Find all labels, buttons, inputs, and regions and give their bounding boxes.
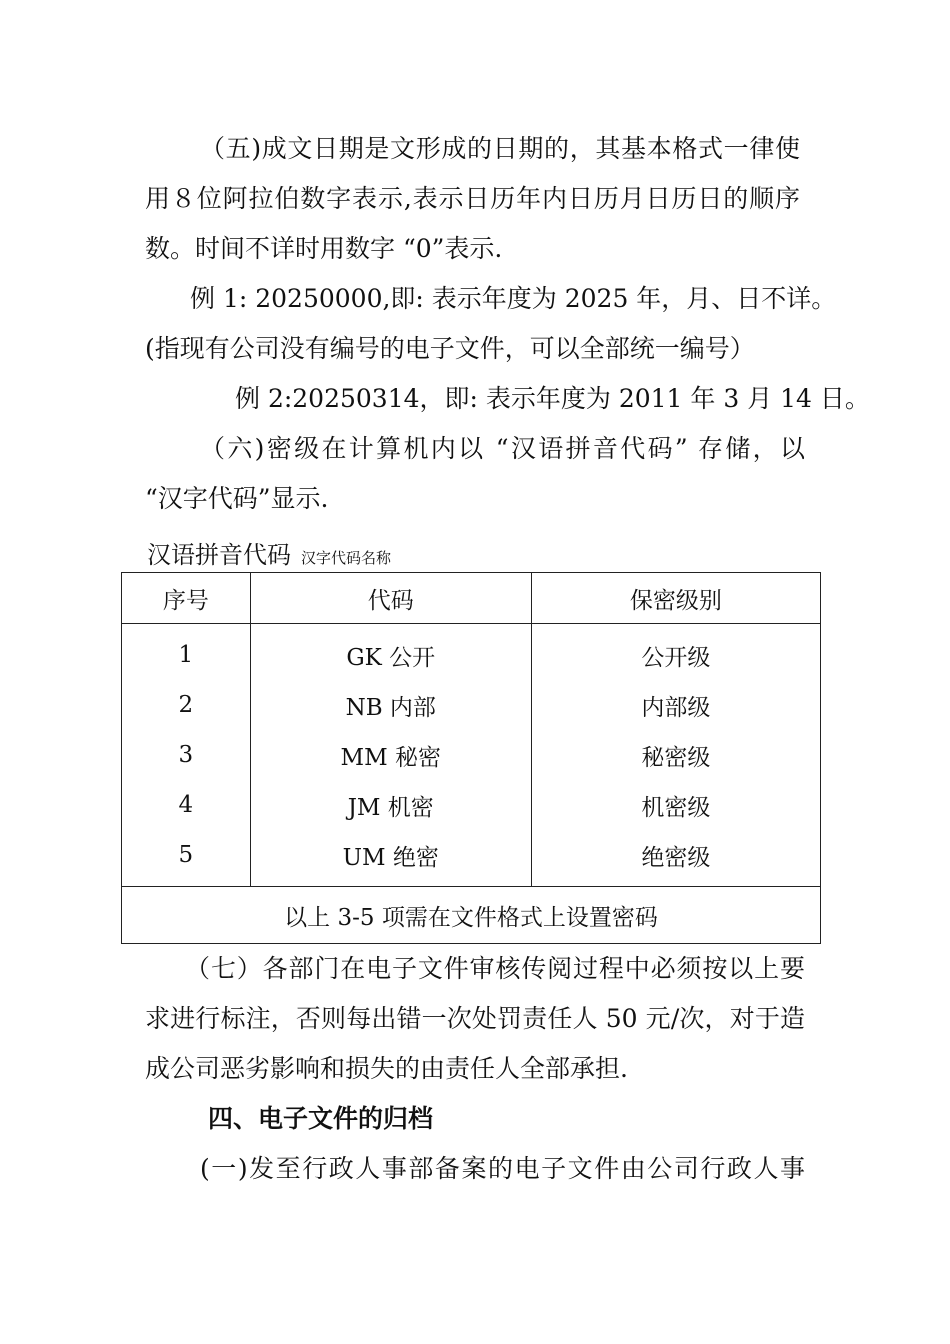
cell-serial-number: 2 xyxy=(122,680,251,730)
table-caption xyxy=(147,535,391,570)
table-row xyxy=(122,624,821,681)
cell-serial-number: 1 xyxy=(122,624,251,681)
cell-code: JM 机密 xyxy=(250,780,531,830)
cell-serial-number: 4 xyxy=(122,780,251,830)
cell-code: MM 秘密 xyxy=(250,730,531,780)
table-row xyxy=(122,830,821,887)
table-caption-main: 汉语拼音代码 xyxy=(147,541,291,569)
paragraph-7-line-2: 求进行标注，否则每出错一次处罚责任人 50 元/次，对于造 xyxy=(145,1004,805,1033)
cell-security-level: 秘密级 xyxy=(531,730,820,780)
cell-code: NB 内部 xyxy=(250,680,531,730)
cell-security-level: 机密级 xyxy=(531,780,820,830)
section-4-paragraph-1-line-1: (一)发至行政人事部备案的电子文件由公司行政人事 xyxy=(200,1154,805,1183)
cell-serial-number: 5 xyxy=(122,830,251,887)
cell-code: UM 绝密 xyxy=(250,830,531,887)
cell-security-level: 公开级 xyxy=(531,624,820,681)
header-code: 代码 xyxy=(250,573,531,624)
cell-security-level: 内部级 xyxy=(531,680,820,730)
example-2-line: 例 2:20250314，即: 表示年度为 2011 年 3 月 14 日。 xyxy=(235,384,870,413)
paragraph-5-line-2: 用８位阿拉伯数字表示,表示日历年内日历月日历日的顺序 xyxy=(145,184,800,213)
header-security-level: 保密级别 xyxy=(531,573,820,624)
example-1-line-1: 例 1: 20250000,即: 表示年度为 2025 年，月、日不详。 xyxy=(190,284,837,313)
paragraph-6-line-2: “汉字代码”显示. xyxy=(145,484,329,513)
example-1-line-2: (指现有公司没有编号的电子文件，可以全部统一编号） xyxy=(145,334,755,363)
cell-serial-number: 3 xyxy=(122,730,251,780)
table-note: 以上 3-5 项需在文件格式上设置密码 xyxy=(122,887,821,944)
table-row xyxy=(122,730,821,780)
paragraph-6-line-1: （六)密级在计算机内以 “汉语拼音代码” 存储，以 xyxy=(200,434,805,463)
paragraph-5-line-3: 数。时间不详时用数字 “0”表示. xyxy=(145,234,503,263)
paragraph-5-line-1: （五)成文日期是文形成的日期的，其基本格式一律使 xyxy=(200,134,800,163)
section-4-heading: 四、电子文件的归档 xyxy=(208,1104,434,1133)
cell-security-level: 绝密级 xyxy=(531,830,820,887)
table-row xyxy=(122,780,821,830)
header-serial-number: 序号 xyxy=(122,573,251,624)
cell-code: GK 公开 xyxy=(250,624,531,681)
table-caption-sub: 汉字代码名称 xyxy=(301,549,392,567)
paragraph-7-line-1: （七）各部门在电子文件审核传阅过程中必须按以上要 xyxy=(185,954,805,983)
classification-code-table xyxy=(121,572,821,944)
table-note-row xyxy=(122,887,821,944)
table-row xyxy=(122,680,821,730)
paragraph-7-line-3: 成公司恶劣影响和损失的由责任人全部承担. xyxy=(145,1054,628,1083)
table-header-row xyxy=(122,573,821,624)
